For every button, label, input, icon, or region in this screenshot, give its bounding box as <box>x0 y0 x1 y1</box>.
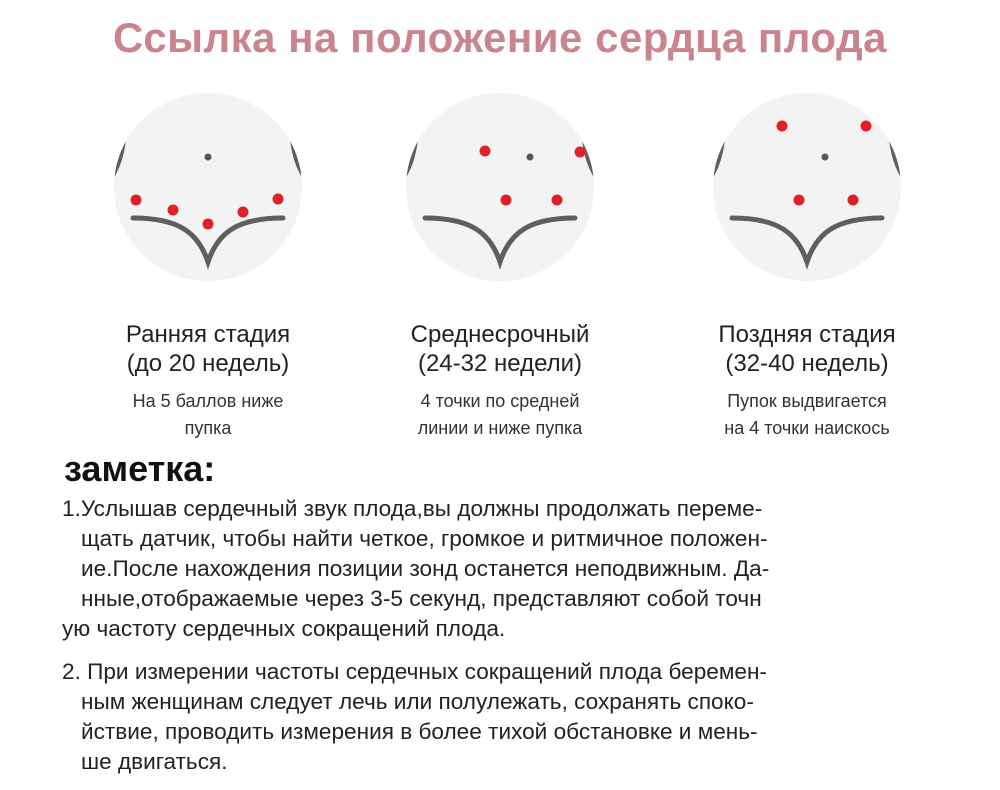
note-line: ую частоту сердечных сокращений плода. <box>62 616 506 641</box>
diagram-circle <box>406 93 594 281</box>
heart-point <box>131 195 142 206</box>
note-item-1 <box>62 494 952 644</box>
heart-point <box>501 195 512 206</box>
note-line: ным женщинам следует лечь или полулежать, сохранять споко- <box>81 689 754 714</box>
navel-dot <box>527 154 534 161</box>
navel-dot <box>822 154 829 161</box>
diagram-circle <box>114 93 302 281</box>
heart-point <box>238 207 249 218</box>
heart-point <box>203 219 214 230</box>
heart-point <box>861 121 872 132</box>
note-line: нные,отображаемые через 3-5 секунд, представляют собой точн <box>81 586 762 611</box>
note-line: щать датчик, чтобы найти четкое, громкое и ритмичное положен- <box>81 526 768 551</box>
note-line: йствие, проводить измерения в более тихой обстановке и мень- <box>81 719 758 744</box>
page-title: Ссылка на положение сердца плода <box>112 14 888 61</box>
heart-point <box>480 146 491 157</box>
heart-point <box>575 147 586 158</box>
heart-point <box>794 195 805 206</box>
stage-middle <box>350 92 650 442</box>
note-heading: заметка: <box>64 448 216 489</box>
note-line: ие.После нахождения позиции зонд останется неподвижным. Да- <box>81 556 770 581</box>
heart-point <box>848 195 859 206</box>
heart-point <box>777 121 788 132</box>
belly-diagram-icon <box>385 92 615 282</box>
stage-description: Пупок выдвигается на 4 точки наискось <box>724 391 890 438</box>
stage-title: Среднесрочный (24-32 недели) <box>410 321 590 377</box>
note-line: 1.Услышав сердечный звук плода,вы должны продолжать переме- <box>62 496 763 521</box>
belly-diagram-icon <box>692 92 922 282</box>
stage-title: Поздняя стадия (32-40 недель) <box>718 321 896 377</box>
heart-point <box>168 205 179 216</box>
stage-description: 4 точки по средней линии и ниже пупка <box>417 391 583 438</box>
note-line: ше двигаться. <box>81 749 228 774</box>
heart-point <box>273 194 284 205</box>
stage-title: Ранняя стадия (до 20 недель) <box>125 321 291 377</box>
stage-description: На 5 баллов ниже пупка <box>132 391 284 438</box>
navel-dot <box>205 154 212 161</box>
stage-late <box>657 92 957 442</box>
note-item-2 <box>62 657 952 777</box>
stage-early <box>58 92 358 442</box>
note-line: 2. При измерении частоты сердечных сокращений плода беремен- <box>62 659 767 684</box>
heart-point <box>552 195 563 206</box>
diagram-circle <box>713 93 901 281</box>
belly-diagram-icon <box>93 92 323 282</box>
